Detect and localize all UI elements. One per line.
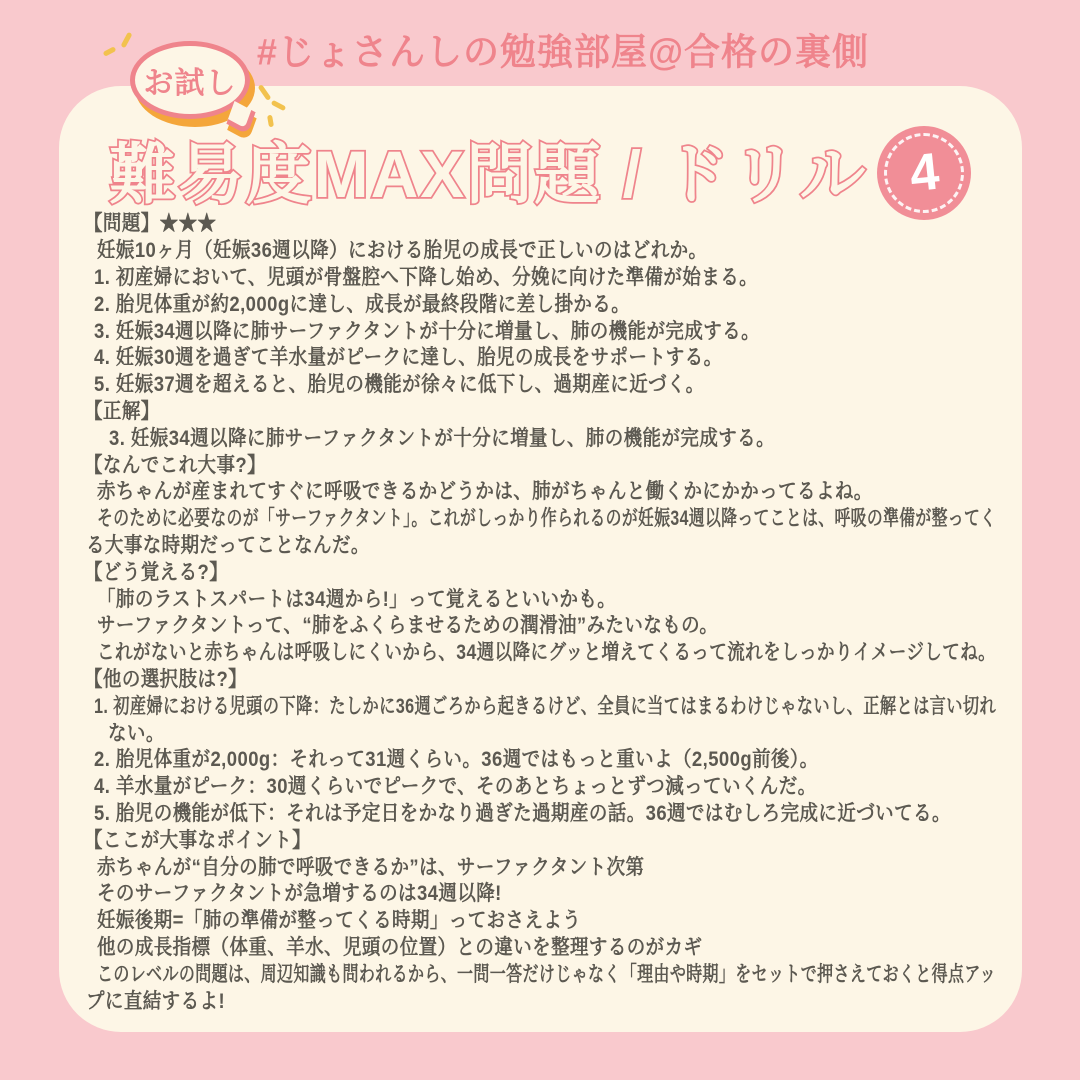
text-line: プに直結するよ! xyxy=(86,989,226,1013)
card-body xyxy=(84,209,1000,1013)
text-line: ない。 xyxy=(108,721,165,745)
section-heading: 【問題】★★★ xyxy=(84,212,217,236)
text-line: 2. 胎児体重が2,000g：それって31週くらい。36週ではもっと重いよ（2,500g前後）。 xyxy=(94,748,819,772)
content-card xyxy=(59,86,1022,1032)
text-line: このレベルの問題は、周辺知識も問われるから、一問一答だけじゃなく「理由や時期」をセットで押さえておくと得点アッ xyxy=(97,962,997,986)
text-line: 5. 妊娠37週を超えると、胎児の機能が徐々に低下し、過期産に近づく。 xyxy=(94,373,705,397)
text-line: これがないと赤ちゃんは呼吸しにくいから、34週以降にグッと増えてくるって流れをしっかりイメージしてね。 xyxy=(97,641,997,665)
text-line: 2. 胎児体重が約2,000gに達し、成長が最終段階に差し掛かる。 xyxy=(94,292,631,316)
text-line: 「肺のラストスパートは34週から!」って覚えるといいかも。 xyxy=(97,587,617,611)
text-line: 赤ちゃんが産まれてすぐに呼吸できるかどうかは、肺がちゃんと働くかにかかってるよね。 xyxy=(97,480,873,504)
text-line: そのサーファクタントが急増するのは34週以降! xyxy=(97,882,502,906)
title-row xyxy=(59,116,1022,220)
section-heading: 【どう覚える?】 xyxy=(84,560,229,584)
text-line: 1. 初産婦において、児頭が骨盤腔へ下降し始め、分娩に向けた準備が始まる。 xyxy=(94,266,759,289)
drill-number-badge xyxy=(877,126,971,220)
text-line: 他の成長指標（体重、羊水、児頭の位置）との違いを整理するのがカギ xyxy=(97,935,703,959)
section-heading: 【なんでこれ大事?】 xyxy=(84,453,267,477)
page-title: 難易度MAX問題 / ドリル xyxy=(109,136,868,211)
text-line: 5. 胎児の機能が低下：それは予定日をかなり過ぎた過期産の話。36週ではむしろ完成に近づいてる。 xyxy=(94,801,951,825)
text-line: 妊娠後期=「肺の準備が整ってくる時期」っておさえよう xyxy=(97,909,582,933)
text-line: 3. 妊娠34週以降に肺サーファクタントが十分に増量し、肺の機能が完成する。 xyxy=(94,319,761,343)
section-heading: 【正解】 xyxy=(84,399,160,423)
text-line: 赤ちゃんが“自分の肺で呼吸できるか”は、サーファクタント次第 xyxy=(97,855,645,879)
text-line: 4. 羊水量がピーク：30週くらいでピークで、そのあとちょっとずつ減っていくんだ。 xyxy=(94,775,817,799)
section-heading: 【他の選択肢は?】 xyxy=(84,667,248,691)
text-line: 4. 妊娠30週を過ぎて羊水量がピークに達し、胎児の成長をサポートする。 xyxy=(94,346,723,370)
text-line: 妊娠10ヶ月（妊娠36週以降）における胎児の成長で正しいのはどれか。 xyxy=(97,239,708,263)
text-line: そのために必要なのが「サーファクタント」。これがしっかり作られるのが妊娠34週以降ってことは、呼吸の準備が整ってく xyxy=(97,507,997,531)
hashtag-title: #じょさんしの勉強部屋@合格の裏側 xyxy=(256,30,870,73)
text-line: 1. 初産婦における児頭の下降：たしかに36週ごろから起きるけど、全員に当てはまるわけじゃないし、正解とは言い切れ xyxy=(94,694,997,718)
text-line: る大事な時期だってことなんだ。 xyxy=(86,533,370,557)
text-line: 3. 妊娠34週以降に肺サーファクタントが十分に増量し、肺の機能が完成する。 xyxy=(109,426,776,450)
badge-number: 4 xyxy=(906,142,942,204)
otameshi-bubble xyxy=(130,41,250,119)
section-heading: 【ここが大事なポイント】 xyxy=(84,828,312,852)
bubble-label: お試し xyxy=(143,67,237,100)
text-line: サーファクタントって、“肺をふくらませるための潤滑油”みたいなもの。 xyxy=(97,614,719,638)
